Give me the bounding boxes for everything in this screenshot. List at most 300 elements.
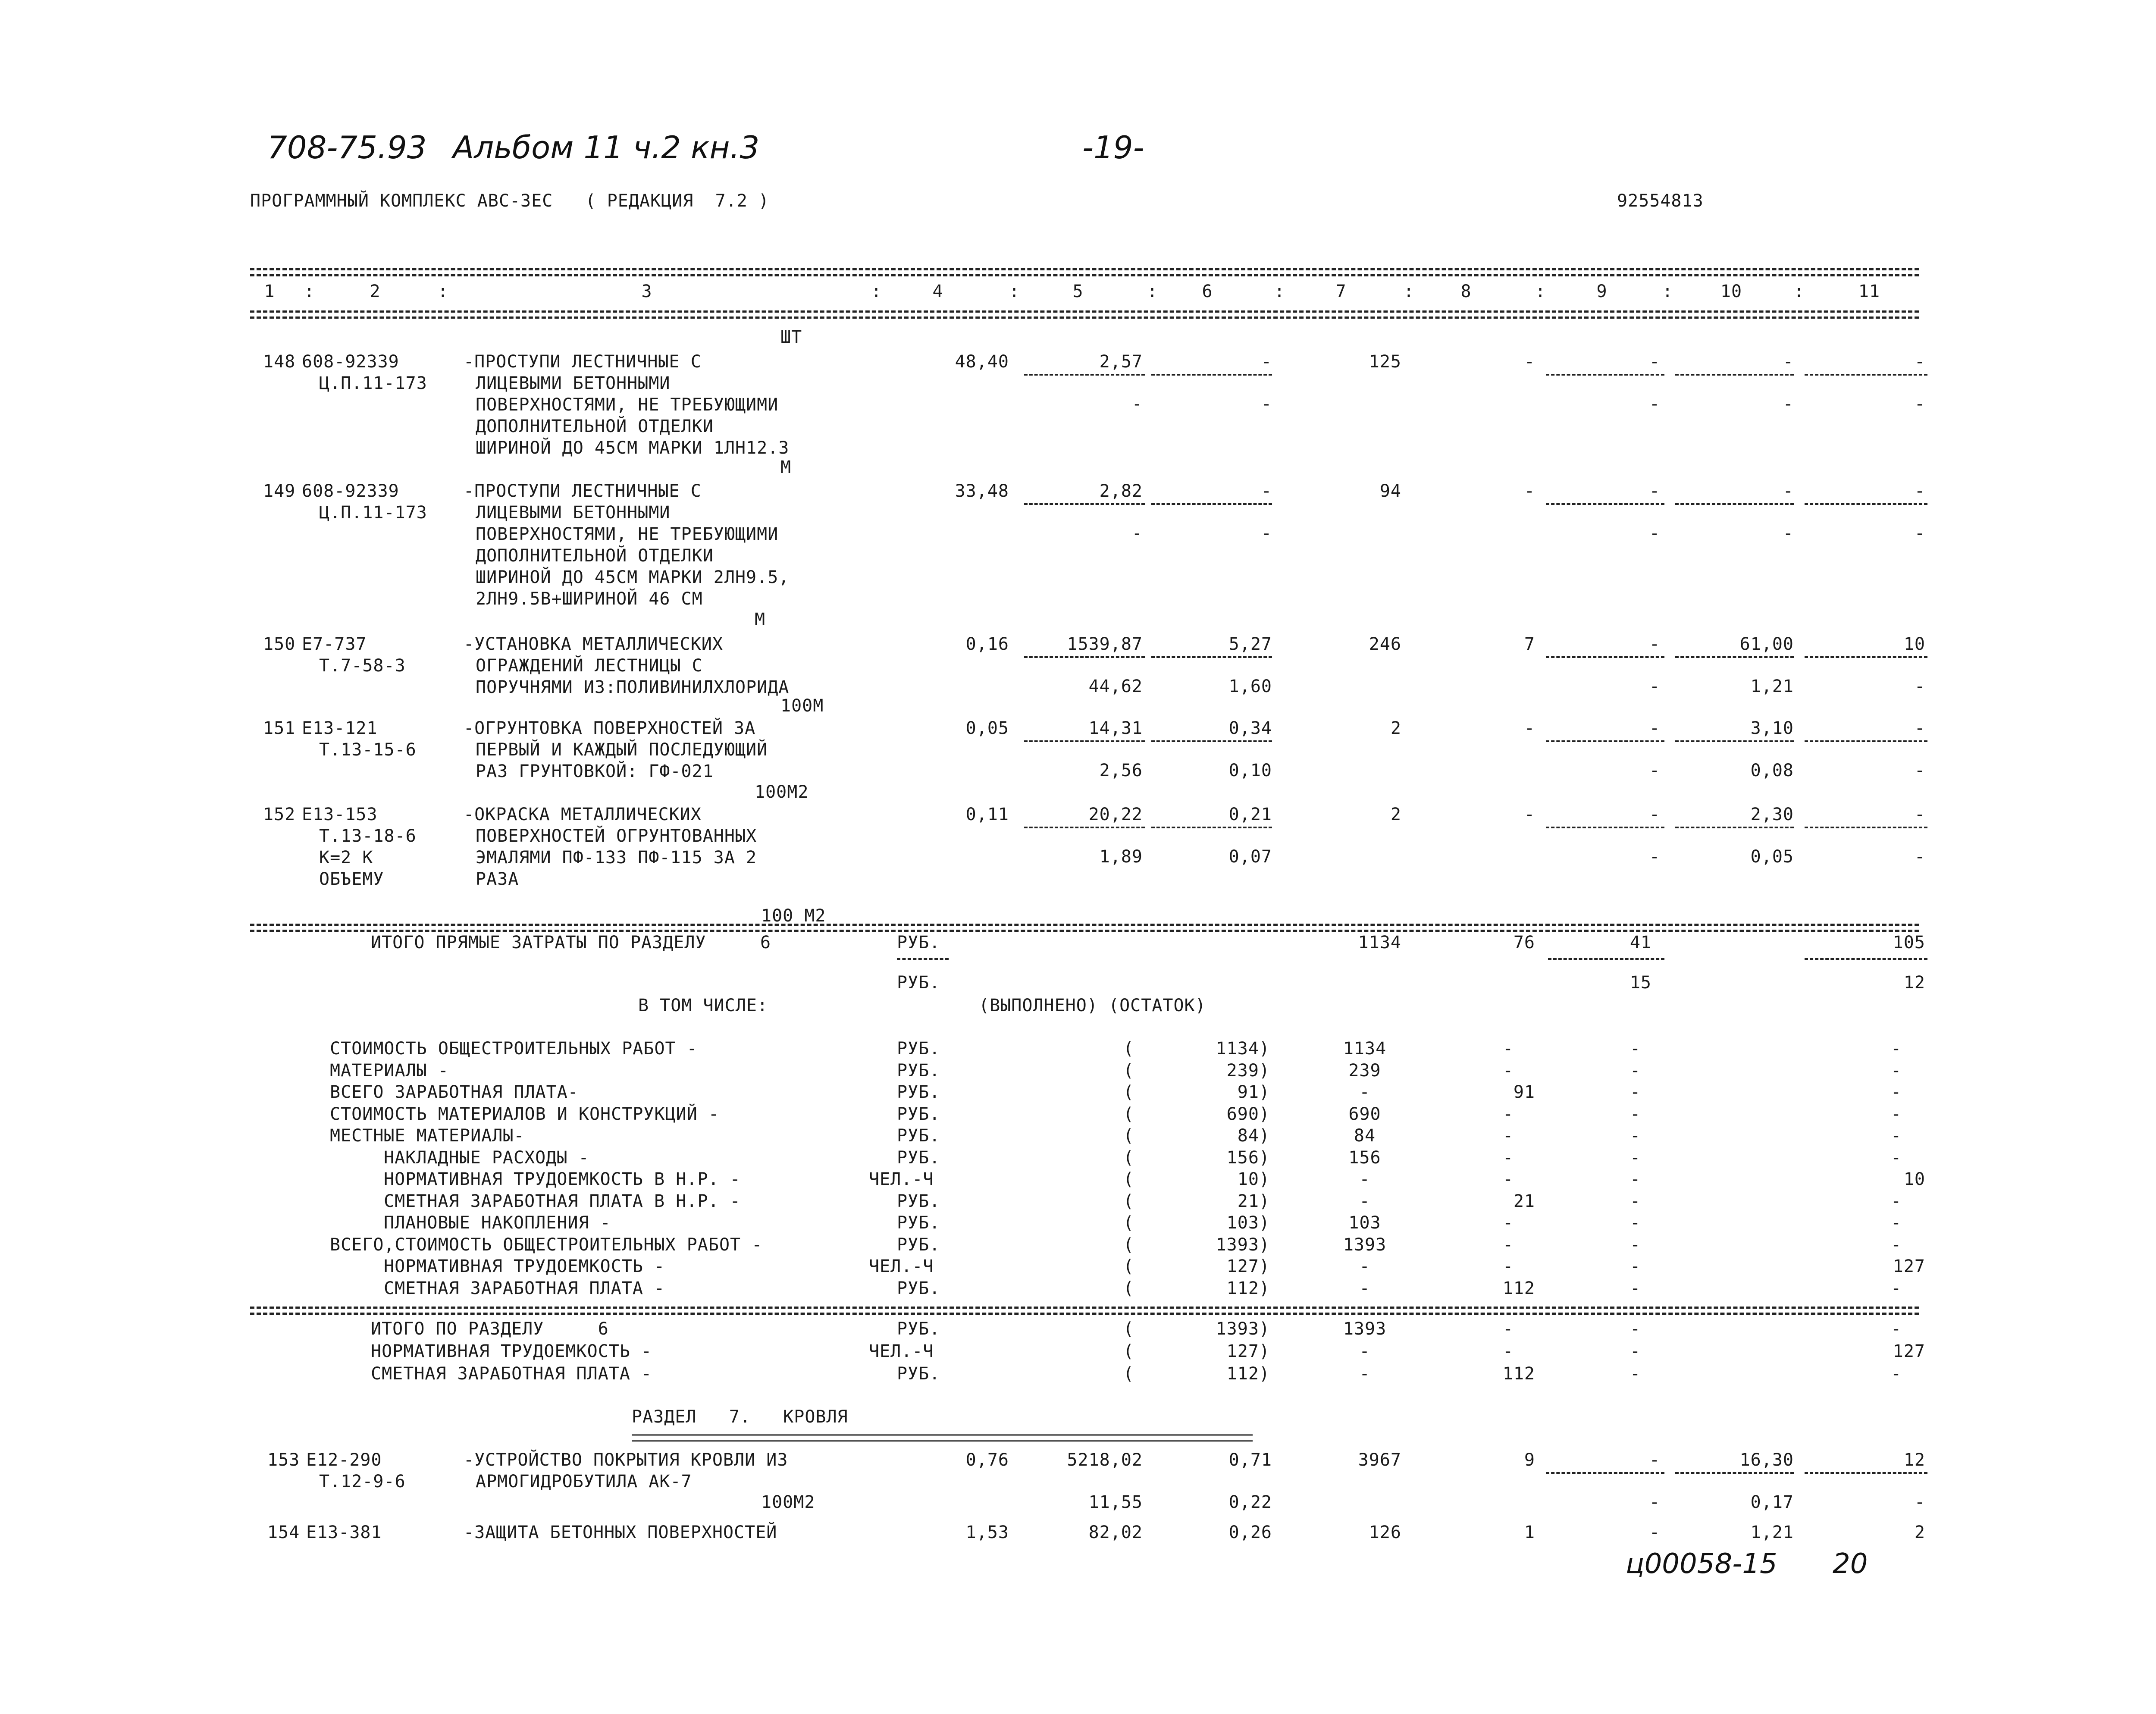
breakdown-c9: - [1630, 1257, 1641, 1276]
cell-c5-lower: - [1131, 394, 1143, 414]
breakdown-label: НАКЛАДНЫЕ РАСХОДЫ - [384, 1147, 589, 1168]
unit-label: М [755, 610, 766, 630]
breakdown-done-value: 103) [1226, 1213, 1270, 1233]
split-line-c11 [1805, 503, 1927, 505]
breakdown-label: НОРМАТИВНАЯ ТРУДОЕМКОСТЬ В Н.Р. - [384, 1169, 741, 1189]
cell-c8: - [1524, 481, 1535, 501]
breakdown-c11: - [1891, 1147, 1902, 1168]
cell-c5: 20,22 [1088, 805, 1143, 824]
split-line-c10 [1675, 374, 1794, 376]
open-paren: ( [1123, 1104, 1134, 1124]
item-number: 148 [263, 352, 296, 372]
cell-c5: 2,82 [1099, 481, 1143, 501]
split-line-c9 [1546, 374, 1664, 376]
item-description-line: -ПРОСТУПИ ЛЕСТНИЧНЫЕ С [464, 481, 702, 501]
breakdown-unit: РУБ. [897, 1039, 940, 1059]
open-paren: ( [1123, 1341, 1134, 1361]
column-separator: : [871, 282, 882, 301]
total-c8: 76 [1513, 933, 1535, 953]
cell-c9-lower: - [1649, 677, 1660, 696]
breakdown-unit: РУБ. [897, 1126, 940, 1146]
breakdown-unit: РУБ. [897, 1147, 940, 1168]
unit-label: 100 М2 [761, 906, 826, 926]
breakdown-c11: - [1891, 1191, 1902, 1211]
cell-c11-lower: - [1914, 523, 1925, 543]
breakdown-c9: - [1630, 1278, 1641, 1298]
item-extra-note: ОБЪЕМУ [319, 869, 384, 889]
total-c7: 1134 [1358, 933, 1401, 953]
cell-c11-lower: - [1914, 1492, 1925, 1512]
breakdown-c9: - [1630, 1191, 1641, 1211]
item-description-line: -ОКРАСКА МЕТАЛЛИЧЕСКИХ [464, 805, 702, 824]
column-header-9: 9 [1596, 282, 1608, 301]
split-line-c6 [1151, 656, 1272, 658]
section-7-underline [632, 1434, 1253, 1438]
breakdown-c7: 1393 [1343, 1235, 1387, 1255]
cell-c7: 126 [1369, 1523, 1401, 1542]
cell-c7: 246 [1369, 634, 1401, 654]
breakdown-c11: - [1891, 1126, 1902, 1146]
handwritten-album: Альбом 11 ч.2 кн.3 [453, 129, 760, 166]
item-description-line: АРМОГИДРОБУТИЛА АК-7 [476, 1472, 692, 1492]
breakdown-label: СТОИМОСТЬ МАТЕРИАЛОВ И КОНСТРУКЦИЙ - [330, 1104, 719, 1124]
cell-c4: 0,16 [965, 634, 1009, 654]
unit-label: М [780, 457, 792, 477]
column-separator: : [1662, 282, 1673, 301]
section-total-divider [250, 1307, 1919, 1309]
item-description-line: -ОГРУНТОВКА ПОВЕРХНОСТЕЙ ЗА [464, 718, 756, 738]
column-separator: : [1274, 282, 1285, 301]
open-paren: ( [1123, 1147, 1134, 1168]
item-code: 608-92339 [302, 352, 399, 372]
column-separator: : [1147, 282, 1158, 301]
breakdown-c11: - [1891, 1104, 1902, 1124]
cell-c11: - [1914, 481, 1925, 501]
handwritten-page-number: -19- [1082, 129, 1144, 166]
breakdown-done-value: 10) [1237, 1169, 1270, 1189]
breakdown-unit: РУБ. [897, 1235, 940, 1255]
breakdown-c11: 10 [1903, 1169, 1925, 1189]
total-unit-2: РУБ. [897, 973, 940, 993]
cell-c9-lower: - [1649, 847, 1660, 867]
breakdown-c8: - [1503, 1039, 1514, 1059]
breakdown-unit: РУБ. [897, 1364, 940, 1384]
cell-c10: 1,21 [1750, 1523, 1794, 1542]
item-code: Е13-121 [302, 718, 378, 738]
split-line-c5 [1024, 503, 1145, 505]
cell-c6-lower: 1,60 [1228, 677, 1272, 696]
breakdown-label: МАТЕРИАЛЫ - [330, 1060, 449, 1081]
split-line-c5 [1024, 374, 1145, 376]
cell-c11: - [1914, 352, 1925, 372]
cell-c5: 2,57 [1099, 352, 1143, 372]
cell-c6: 0,26 [1228, 1523, 1272, 1542]
split-line-c11 [1805, 827, 1927, 828]
item-code: Е13-381 [306, 1523, 382, 1542]
cell-c7: 94 [1379, 481, 1401, 501]
column-separator: : [304, 282, 315, 301]
cell-c6: 0,21 [1228, 805, 1272, 824]
total-c9-lower: 15 [1630, 973, 1651, 993]
item-code: 608-92339 [302, 481, 399, 501]
item-reference: Ц.П.11-173 [319, 503, 427, 523]
cell-c5-lower: 44,62 [1088, 677, 1143, 696]
breakdown-done-value: 1393) [1216, 1319, 1270, 1339]
open-paren: ( [1123, 1082, 1134, 1102]
item-description-line: -ЗАЩИТА БЕТОННЫХ ПОВЕРХНОСТЕЙ [464, 1523, 777, 1542]
breakdown-c11: 127 [1893, 1257, 1925, 1276]
breakdown-label: ИТОГО ПО РАЗДЕЛУ 6 [371, 1319, 609, 1339]
handwritten-footer-number: 20 [1833, 1548, 1868, 1580]
cell-c9-lower: - [1649, 761, 1660, 780]
cell-c11-lower: - [1914, 761, 1925, 780]
cell-c7: 3967 [1358, 1450, 1401, 1470]
column-separator: : [438, 282, 449, 301]
breakdown-label: СМЕТНАЯ ЗАРАБОТНАЯ ПЛАТА - [371, 1364, 652, 1384]
unit-label: 100М2 [755, 782, 809, 802]
item-reference: Т.7-58-3 [319, 656, 406, 676]
cell-c9-lower: - [1649, 394, 1660, 414]
breakdown-unit: ЧЕЛ.-Ч [869, 1257, 934, 1276]
column-separator: : [1535, 282, 1546, 301]
cell-c11: 2 [1914, 1523, 1925, 1542]
column-header-5: 5 [1072, 282, 1084, 301]
breakdown-unit: РУБ. [897, 1213, 940, 1233]
cell-c5-lower: - [1131, 523, 1143, 543]
breakdown-c7: 1134 [1343, 1039, 1387, 1059]
cell-c9: - [1649, 1523, 1660, 1542]
cell-c5: 1539,87 [1067, 634, 1143, 654]
open-paren: ( [1123, 1278, 1134, 1298]
breakdown-c8: - [1503, 1169, 1514, 1189]
breakdown-c11: - [1891, 1278, 1902, 1298]
column-header-1: 1 [264, 282, 275, 301]
breakdown-c9: - [1630, 1082, 1641, 1102]
cell-c10: 3,10 [1750, 718, 1794, 738]
open-paren: ( [1123, 1060, 1134, 1081]
breakdown-c7: - [1359, 1169, 1370, 1189]
cell-c8: 9 [1524, 1450, 1535, 1470]
cell-c9: - [1649, 481, 1660, 501]
split-line-c11 [1805, 740, 1927, 742]
total-unit: РУБ. [897, 933, 940, 953]
split-line-c6 [1151, 827, 1272, 828]
cell-c4: 33,48 [955, 481, 1009, 501]
breakdown-c8: 112 [1502, 1278, 1535, 1298]
item-description-line: ДОПОЛНИТЕЛЬНОЙ ОТДЕЛКИ [476, 546, 714, 566]
breakdown-c11: - [1891, 1213, 1902, 1233]
breakdown-label: ПЛАНОВЫЕ НАКОПЛЕНИЯ - [384, 1213, 611, 1233]
item-description-line: ЛИЦЕВЫМИ БЕТОННЫМИ [476, 373, 671, 393]
breakdown-c8: 91 [1513, 1082, 1535, 1102]
breakdown-unit: РУБ. [897, 1060, 940, 1081]
split-line-c5 [1024, 656, 1145, 658]
item-reference: Т.13-18-6 [319, 826, 417, 846]
cell-c4: 0,76 [965, 1450, 1009, 1470]
column-header-10: 10 [1720, 282, 1742, 301]
breakdown-c7: - [1359, 1082, 1370, 1102]
cell-c7: 125 [1369, 352, 1401, 372]
split-line-c5 [1024, 740, 1145, 742]
breakdown-c9: - [1630, 1169, 1641, 1189]
cell-c10-lower: 0,17 [1750, 1492, 1794, 1512]
breakdown-unit: РУБ. [897, 1278, 940, 1298]
breakdown-c8: - [1503, 1126, 1514, 1146]
open-paren: ( [1123, 1126, 1134, 1146]
document-number: 92554813 [1617, 191, 1704, 211]
split-line-c11 [1805, 1472, 1927, 1474]
breakdown-c7: 1393 [1343, 1319, 1387, 1339]
breakdown-label: СМЕТНАЯ ЗАРАБОТНАЯ ПЛАТА В Н.Р. - [384, 1191, 741, 1211]
item-description-line: ОГРАЖДЕНИЙ ЛЕСТНИЦЫ С [476, 656, 703, 676]
item-description-line: ПОВЕРХНОСТЯМИ, НЕ ТРЕБУЮЩИМИ [476, 524, 779, 544]
breakdown-c9: - [1630, 1104, 1641, 1124]
column-header-6: 6 [1202, 282, 1213, 301]
cell-c7: 2 [1390, 805, 1401, 824]
cell-c10: 16,30 [1739, 1450, 1794, 1470]
breakdown-c11: - [1891, 1060, 1902, 1081]
item-description-line: РАЗА [476, 869, 519, 889]
cell-c6-lower: 0,22 [1228, 1492, 1272, 1512]
including-label: В ТОМ ЧИСЛЕ: [638, 996, 768, 1015]
item-description-line: РАЗ ГРУНТОВКОЙ: ГФ-021 [476, 761, 714, 781]
breakdown-c11: - [1891, 1235, 1902, 1255]
breakdown-c9: - [1630, 1213, 1641, 1233]
breakdown-label: НОРМАТИВНАЯ ТРУДОЕМКОСТЬ - [371, 1341, 652, 1361]
cell-c8: - [1524, 352, 1535, 372]
cell-c6-lower: 0,07 [1228, 847, 1272, 867]
split-line-c9 [1546, 827, 1664, 828]
split-line-c10 [1675, 503, 1794, 505]
split-line-c9 [1546, 1472, 1664, 1474]
cell-c11: 12 [1903, 1450, 1925, 1470]
cell-c11-lower: - [1914, 677, 1925, 696]
cell-c10: 61,00 [1739, 634, 1794, 654]
cell-c10: - [1783, 352, 1794, 372]
breakdown-c7: 690 [1348, 1104, 1381, 1124]
cell-c9: - [1649, 1450, 1660, 1470]
breakdown-done-value: 91) [1237, 1082, 1270, 1102]
section-7-underline-2 [632, 1440, 1253, 1444]
item-description-line: ПЕРВЫЙ И КАЖДЫЙ ПОСЛЕДУЮЩИЙ [476, 740, 768, 760]
cell-c6: - [1261, 352, 1272, 372]
item-description-line: ШИРИНОЙ ДО 45СМ МАРКИ 1ЛН12.3 [476, 438, 790, 458]
column-header-11: 11 [1858, 282, 1880, 301]
total-c11-lower: 12 [1903, 973, 1925, 993]
breakdown-label: ВСЕГО ЗАРАБОТНАЯ ПЛАТА- [330, 1082, 579, 1102]
item-reference: Т.12-9-6 [319, 1472, 406, 1492]
breakdown-c8: - [1503, 1235, 1514, 1255]
split-line-c9 [1546, 740, 1664, 742]
breakdown-done-value: 690) [1226, 1104, 1270, 1124]
breakdown-label: СТОИМОСТЬ ОБЩЕСТРОИТЕЛЬНЫХ РАБОТ - [330, 1039, 698, 1059]
breakdown-done-value: 1393) [1216, 1235, 1270, 1255]
column-header-2: 2 [370, 282, 381, 301]
item-description-line: ЛИЦЕВЫМИ БЕТОННЫМИ [476, 503, 671, 523]
cell-c10-lower: - [1783, 523, 1794, 543]
cell-c9-lower: - [1649, 523, 1660, 543]
item-description-line: ШИРИНОЙ ДО 45СМ МАРКИ 2ЛН9.5, [476, 567, 790, 587]
handwritten-doc-code: 708-75.93 [267, 129, 427, 166]
item-description-line: -УСТРОЙСТВО ПОКРЫТИЯ КРОВЛИ ИЗ [464, 1450, 788, 1470]
cell-c6: - [1261, 481, 1272, 501]
item-number: 150 [263, 634, 296, 654]
item-number: 153 [267, 1450, 300, 1470]
cell-c6-lower: - [1261, 523, 1272, 543]
unit-underline [897, 958, 949, 960]
breakdown-c11: - [1891, 1364, 1902, 1384]
breakdown-done-value: 112) [1226, 1364, 1270, 1384]
breakdown-unit: РУБ. [897, 1319, 940, 1339]
breakdown-c7: 103 [1348, 1213, 1381, 1233]
cell-c11-lower: - [1914, 847, 1925, 867]
split-line-c6 [1151, 740, 1272, 742]
open-paren: ( [1123, 1257, 1134, 1276]
header-rule-bottom [250, 310, 1919, 313]
item-number: 154 [267, 1523, 300, 1542]
cell-c11-lower: - [1914, 394, 1925, 414]
total-split-c9 [1548, 958, 1664, 960]
section-7-title: РАЗДЕЛ 7. КРОВЛЯ [632, 1407, 848, 1427]
column-header-3: 3 [641, 282, 652, 301]
breakdown-c7: 239 [1348, 1060, 1381, 1081]
total-direct-costs-label: ИТОГО ПРЯМЫЕ ЗАТРАТЫ ПО РАЗДЕЛУ 6 [371, 933, 771, 953]
split-line-c5 [1024, 827, 1145, 828]
open-paren: ( [1123, 1319, 1134, 1339]
item-description-line: 2ЛН9.5В+ШИРИНОЙ 46 СМ [476, 589, 703, 609]
breakdown-c8: - [1503, 1341, 1514, 1361]
breakdown-label: СМЕТНАЯ ЗАРАБОТНАЯ ПЛАТА - [384, 1278, 665, 1298]
breakdown-c8: - [1503, 1147, 1514, 1168]
column-separator: : [1009, 282, 1020, 301]
open-paren: ( [1123, 1039, 1134, 1059]
cell-c11: - [1914, 805, 1925, 824]
total-c9: 41 [1630, 933, 1651, 953]
breakdown-unit: ЧЕЛ.-Ч [869, 1169, 934, 1189]
cell-c6: 5,27 [1228, 634, 1272, 654]
cell-c7: 2 [1390, 718, 1401, 738]
cell-c4: 1,53 [965, 1523, 1009, 1542]
column-header-7: 7 [1335, 282, 1347, 301]
cell-c5: 14,31 [1088, 718, 1143, 738]
breakdown-c8: - [1503, 1060, 1514, 1081]
breakdown-c8: - [1503, 1319, 1514, 1339]
cell-c8: 7 [1524, 634, 1535, 654]
split-line-c9 [1546, 503, 1664, 505]
split-line-c6 [1151, 374, 1272, 376]
item-description-line: -ПРОСТУПИ ЛЕСТНИЧНЫЕ С [464, 352, 702, 372]
item-description-line: -УСТАНОВКА МЕТАЛЛИЧЕСКИХ [464, 634, 723, 654]
cell-c5-lower: 11,55 [1088, 1492, 1143, 1512]
cell-c9: - [1649, 718, 1660, 738]
cell-c10-lower: - [1783, 394, 1794, 414]
item-description-line: ДОПОЛНИТЕЛЬНОЙ ОТДЕЛКИ [476, 417, 714, 436]
handwritten-footer-code: ц00058-15 [1626, 1548, 1777, 1580]
breakdown-unit: РУБ. [897, 1104, 940, 1124]
breakdown-done-value: 21) [1237, 1191, 1270, 1211]
breakdown-c9: - [1630, 1235, 1641, 1255]
cell-c8: - [1524, 718, 1535, 738]
breakdown-c9: - [1630, 1147, 1641, 1168]
item-number: 151 [263, 718, 296, 738]
total-c11: 105 [1893, 933, 1925, 953]
item-description-line: ПОВЕРХНОСТЕЙ ОГРУНТОВАННЫХ [476, 826, 757, 846]
item-number: 152 [263, 805, 296, 824]
item-extra-note: К=2 К [319, 848, 373, 868]
cell-c6-lower: 0,10 [1228, 761, 1272, 780]
cell-c10-lower: 0,05 [1750, 847, 1794, 867]
breakdown-c8: 21 [1513, 1191, 1535, 1211]
cell-c9: - [1649, 634, 1660, 654]
cell-c8: - [1524, 805, 1535, 824]
cell-c9: - [1649, 352, 1660, 372]
breakdown-c8: - [1503, 1213, 1514, 1233]
column-header-4: 4 [932, 282, 943, 301]
item-description-line: ПОВЕРХНОСТЯМИ, НЕ ТРЕБУЮЩИМИ [476, 395, 779, 415]
cell-c6-lower: - [1261, 394, 1272, 414]
column-separator: : [1404, 282, 1415, 301]
breakdown-label: ВСЕГО,СТОИМОСТЬ ОБЩЕСТРОИТЕЛЬНЫХ РАБОТ - [330, 1235, 763, 1255]
split-line-c10 [1675, 827, 1794, 828]
cell-c5: 82,02 [1088, 1523, 1143, 1542]
breakdown-c8: - [1503, 1257, 1514, 1276]
item-code: Е12-290 [306, 1450, 382, 1470]
split-line-c9 [1546, 656, 1664, 658]
cell-c10-lower: 0,08 [1750, 761, 1794, 780]
split-line-c11 [1805, 656, 1927, 658]
unit-label: 100М [780, 696, 824, 716]
header-rule-bottom-2 [250, 316, 1919, 319]
split-line-c10 [1675, 740, 1794, 742]
header-rule-top [250, 268, 1919, 270]
section-total-divider-2 [250, 1313, 1919, 1315]
split-line-c6 [1151, 503, 1272, 505]
breakdown-c11: - [1891, 1319, 1902, 1339]
unit-label: ШТ [780, 327, 802, 347]
total-split-c11 [1805, 958, 1927, 960]
cell-c6: 0,71 [1228, 1450, 1272, 1470]
cell-c9: - [1649, 805, 1660, 824]
column-separator: : [1794, 282, 1805, 301]
breakdown-c9: - [1630, 1039, 1641, 1059]
column-header-8: 8 [1460, 282, 1472, 301]
cell-c11: - [1914, 718, 1925, 738]
breakdown-c7: - [1359, 1364, 1370, 1384]
breakdown-label: НОРМАТИВНАЯ ТРУДОЕМКОСТЬ - [384, 1257, 665, 1276]
open-paren: ( [1123, 1235, 1134, 1255]
cell-c4: 0,05 [965, 718, 1009, 738]
breakdown-done-value: 112) [1226, 1278, 1270, 1298]
cell-c5: 5218,02 [1067, 1450, 1143, 1470]
open-paren: ( [1123, 1169, 1134, 1189]
open-paren: ( [1123, 1364, 1134, 1384]
breakdown-c7: - [1359, 1278, 1370, 1298]
breakdown-unit: ЧЕЛ.-Ч [869, 1341, 934, 1361]
cell-c11: 10 [1903, 634, 1925, 654]
item-code: Е7-737 [302, 634, 367, 654]
breakdown-done-value: 84) [1237, 1126, 1270, 1146]
cell-c9-lower: - [1649, 1492, 1660, 1512]
breakdown-done-value: 1134) [1216, 1039, 1270, 1059]
cell-c4: 48,40 [955, 352, 1009, 372]
breakdown-c7: 156 [1348, 1147, 1381, 1168]
split-line-c10 [1675, 656, 1794, 658]
breakdown-c9: - [1630, 1364, 1641, 1384]
header-rule-top-2 [250, 274, 1919, 276]
cell-c10: 2,30 [1750, 805, 1794, 824]
cell-c5-lower: 2,56 [1099, 761, 1143, 780]
breakdown-c7: 84 [1354, 1126, 1376, 1146]
